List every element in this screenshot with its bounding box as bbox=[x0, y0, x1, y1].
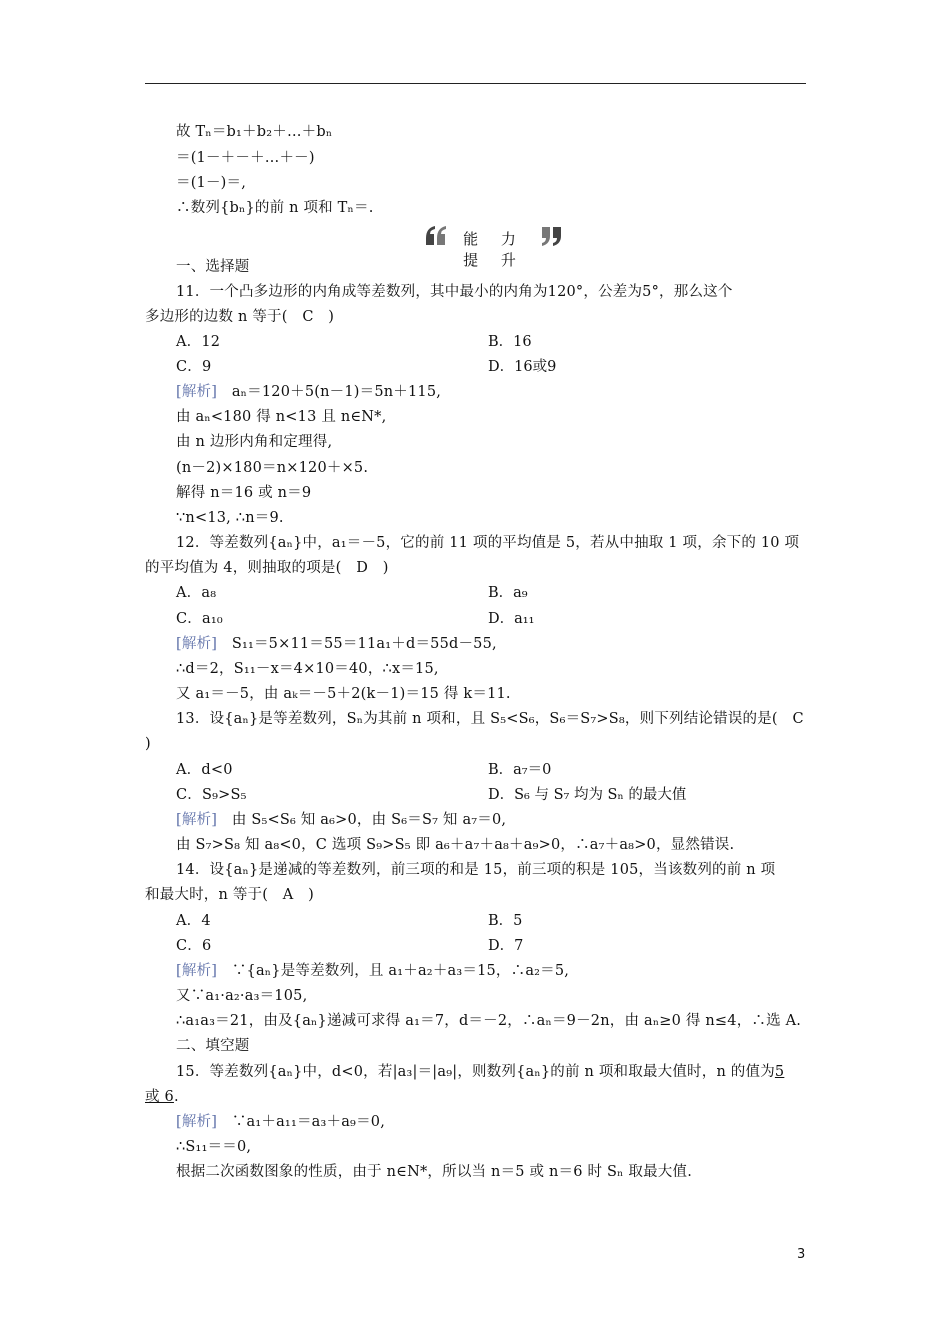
analysis-tag: [解析] bbox=[176, 812, 218, 828]
question-stem: 12．等差数列{aₙ}中，a₁＝－5，它的前 11 项的平均值是 5，若从中抽取 1 项，余下的 10 项 bbox=[176, 535, 800, 551]
question-stem bbox=[176, 1063, 784, 1081]
solution-line: ∵n<13, ∴n＝9. bbox=[176, 510, 284, 526]
question-stem: 和最大时，n 等于( A ) bbox=[145, 887, 315, 903]
option-d: D．16或9 bbox=[488, 359, 557, 375]
option-d: D．7 bbox=[488, 938, 524, 954]
solution-line: 由 n 边形内角和定理得, bbox=[176, 434, 333, 450]
solution-text: ∵a₁＋a₁₁＝a₃＋a₉＝0, bbox=[217, 1114, 386, 1130]
option-a: A．d<0 bbox=[176, 762, 233, 778]
solution-text: 由 S₅<S₆ 知 a₆>0，由 S₆＝S₇ 知 a₇＝0, bbox=[217, 812, 507, 828]
solution-line: 由 S₇>S₈ 知 a₈<0，C 选项 S₉>S₅ 即 a₆＋a₇＋a₈＋a₉>0，∴a₇＋a₈>0，显然错误. bbox=[176, 837, 735, 853]
option-c: C．a₁₀ bbox=[176, 611, 223, 627]
text-line: ＝(1－)＝, bbox=[176, 175, 247, 191]
question-stem bbox=[145, 1088, 179, 1106]
option-d: D．S₆ 与 S₇ 均为 Sₙ 的最大值 bbox=[488, 787, 687, 803]
section-heading: 一、选择题 bbox=[176, 259, 250, 275]
option-a: A．12 bbox=[176, 334, 221, 350]
solution-line: 解得 n＝16 或 n＝9 bbox=[176, 485, 312, 501]
analysis-tag: [解析] bbox=[176, 1114, 218, 1130]
text-line: ∴数列{bₙ}的前 n 项和 Tₙ＝. bbox=[176, 200, 374, 216]
text-line: ＝(1－＋－＋…＋－) bbox=[176, 150, 315, 166]
option-c: C．6 bbox=[176, 938, 212, 954]
option-b: B．5 bbox=[488, 913, 523, 929]
option-c: C．9 bbox=[176, 359, 212, 375]
option-b: B．a₇＝0 bbox=[488, 762, 552, 778]
option-a: A．a₈ bbox=[176, 585, 217, 601]
page-number: 3 bbox=[797, 1247, 806, 1262]
answer-part-2: 或 6 bbox=[145, 1089, 174, 1105]
question-stem: 13．设{aₙ}是等差数列，Sₙ为其前 n 项和，且 S₅<S₆，S₆＝S₇>S₈，则下列结论错误的是( C bbox=[176, 711, 804, 727]
option-c: C．S₉>S₅ bbox=[176, 787, 247, 803]
header-rule bbox=[145, 83, 806, 84]
analysis-tag: [解析] bbox=[176, 963, 218, 979]
solution-line: 又 a₁＝－5，由 aₖ＝－5＋2(k－1)＝15 得 k＝11. bbox=[176, 686, 511, 702]
banner-title: 能 力 提 升 bbox=[463, 230, 525, 269]
analysis-tag: [解析] bbox=[176, 636, 218, 652]
answer-part-1: 5 bbox=[774, 1064, 785, 1080]
solution-text: S₁₁＝5×11＝55＝11a₁＋d＝55d－55, bbox=[217, 636, 497, 652]
question-stem: 11．一个凸多边形的内角成等差数列，其中最小的内角为120°，公差为5°，那么这个 bbox=[176, 284, 733, 300]
solution-line bbox=[176, 635, 497, 653]
solution-line bbox=[176, 962, 569, 980]
section-heading: 二、填空题 bbox=[176, 1038, 250, 1054]
stem-text: 15．等差数列{aₙ}中，d<0，若|a₃|＝|a₉|，则数列{aₙ}的前 n 项和取最大值时，n 的值为 bbox=[176, 1064, 775, 1080]
close-quote-icon bbox=[540, 224, 564, 248]
solution-line: 又∵a₁·a₂·a₃＝105, bbox=[176, 988, 308, 1004]
solution-line: 根据二次函数图象的性质，由于 n∈N*，所以当 n＝5 或 n＝6 时 Sₙ 取最大值. bbox=[176, 1164, 693, 1180]
solution-line: ∴d＝2，S₁₁－x＝4×10＝40，∴x＝15, bbox=[176, 661, 439, 677]
analysis-tag: [解析] bbox=[176, 384, 218, 400]
question-stem: 多边形的边数 n 等于( C ) bbox=[145, 309, 335, 325]
solution-line bbox=[176, 1113, 385, 1131]
solution-line bbox=[176, 811, 506, 829]
option-a: A．4 bbox=[176, 913, 211, 929]
question-stem: ) bbox=[145, 736, 151, 752]
solution-line: ∴a₁a₃＝21，由及{aₙ}递减可求得 a₁＝7，d＝－2，∴aₙ＝9－2n，由 aₙ≥0 得 n≤4，∴选 A. bbox=[176, 1013, 802, 1029]
solution-text: aₙ＝120＋5(n－1)＝5n＋115, bbox=[217, 384, 442, 400]
solution-line bbox=[176, 383, 441, 401]
question-stem: 14．设{aₙ}是递减的等差数列，前三项的和是 15，前三项的积是 105，当该数列的前 n 项 bbox=[176, 862, 776, 878]
text-line: 故 Tₙ＝b₁＋b₂＋…＋bₙ bbox=[176, 124, 333, 140]
option-b: B．a₉ bbox=[488, 585, 528, 601]
solution-line: (n－2)×180＝n×120＋×5. bbox=[176, 460, 369, 476]
solution-text: ∵{aₙ}是等差数列，且 a₁＋a₂＋a₃＝15，∴a₂＝5, bbox=[217, 963, 570, 979]
section-banner bbox=[424, 224, 564, 269]
option-b: B．16 bbox=[488, 334, 532, 350]
solution-line: ∴S₁₁＝＝0, bbox=[176, 1139, 252, 1155]
open-quote-icon bbox=[424, 224, 448, 248]
solution-line: 由 aₙ<180 得 n<13 且 n∈N*, bbox=[176, 409, 387, 425]
answer-end: . bbox=[173, 1089, 179, 1105]
question-stem: 的平均值为 4，则抽取的项是( D ) bbox=[145, 560, 389, 576]
option-d: D．a₁₁ bbox=[488, 611, 535, 627]
